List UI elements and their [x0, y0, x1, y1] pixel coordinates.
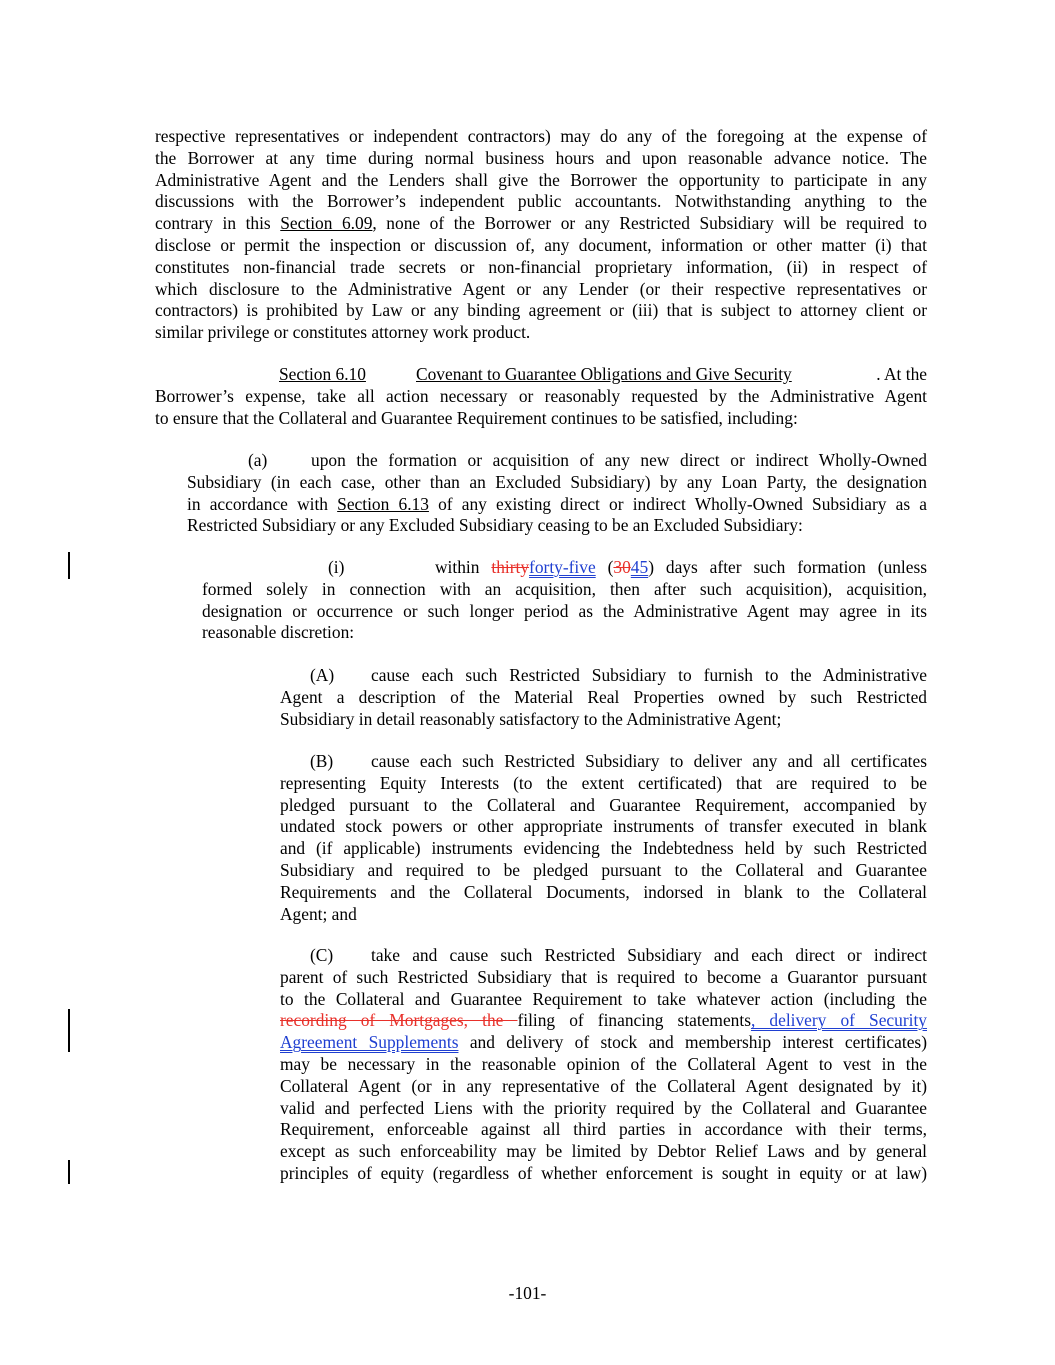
text-line: designation or occurrence or such longer period as the Administrative Agent may agree in its	[202, 600, 927, 621]
text-line: Subsidiary and required to be pledged pursuant to the Collateral and Guarantee	[280, 859, 927, 880]
clause-label: (i)	[328, 557, 345, 577]
text-line: formed solely in connection with an acquisition, then after such acquisition), acquisition,	[202, 578, 927, 599]
text-line	[280, 1032, 927, 1054]
text-line: Borrower’s expense, take all action necessary or reasonably requested by the Administrative Agent	[155, 385, 927, 406]
text-run: contrary in this	[155, 213, 281, 234]
text-line: representing Equity Interests (to the extent certificated) that are required to be	[280, 772, 927, 793]
text-run: upon the formation or acquisition of any new direct or indirect Wholly-Owned	[311, 450, 927, 470]
text-line: reasonable discretion:	[202, 622, 355, 643]
text-line: similar privilege or constitutes attorney work product.	[155, 322, 531, 343]
text-line: contractors) is prohibited by Law or any binding agreement or (iii) that is subject to attorney client or	[155, 300, 927, 321]
text-line: Collateral Agent (or in any representative of the Collateral Agent designated by it)	[280, 1075, 927, 1096]
text-run: (	[595, 557, 614, 577]
text-line	[280, 945, 927, 967]
section-heading-tail: . At the	[876, 364, 927, 384]
text-run: of any existing direct or indirect Wholly-Owned Subsidiary as a	[428, 493, 927, 514]
text-run: cause each such Restricted Subsidiary to deliver any and all certificates	[371, 751, 927, 771]
change-bar	[68, 1009, 70, 1052]
deleted-text: thirty	[491, 557, 530, 577]
text-run: , none of the Borrower or any Restricted Subsidiary will be required to	[372, 213, 927, 234]
clause-A	[280, 665, 927, 730]
text-line: Administrative Agent and the Lenders shall give the Borrower the opportunity to participate in any	[155, 169, 927, 190]
text-line	[280, 751, 927, 773]
change-bar	[68, 552, 70, 579]
inserted-text: forty-five	[529, 557, 596, 577]
clause-label: (a)	[248, 450, 268, 470]
text-run: take and cause such Restricted Subsidiary and each direct or indirect	[371, 945, 927, 965]
text-line: to ensure that the Collateral and Guarantee Requirement continues to be satisfied, including:	[155, 407, 798, 428]
text-line: may be necessary in the reasonable opinion of the Collateral Agent to vest in the	[280, 1053, 927, 1074]
deleted-text: 30	[613, 557, 631, 577]
text-line: discussions with the Borrower’s independent public accountants. Notwithstanding anything to the	[155, 191, 927, 212]
text-line: constitutes non-financial trade secrets or non-financial proprietary information, (ii) in respect of	[155, 256, 927, 277]
section-number: Section 6.10	[279, 364, 366, 384]
text-line: Agent a description of the Material Real Properties owned by such Restricted	[280, 686, 927, 707]
text-line: valid and perfected Liens with the priority required by the Collateral and Guarantee	[280, 1097, 927, 1118]
text-line: Subsidiary in detail reasonably satisfactory to the Administrative Agent;	[280, 708, 782, 729]
text-run: in accordance with	[187, 493, 338, 514]
clause-i	[202, 557, 927, 644]
text-line	[202, 557, 927, 579]
text-line	[280, 665, 927, 687]
section-reference: Section 6.13	[337, 493, 429, 514]
text-line: except as such enforceability may be limited by Debtor Relief Laws and by general	[280, 1141, 927, 1162]
text-line: which disclosure to the Administrative Agent or any Lender (or their respective representatives or	[155, 278, 927, 299]
text-line: Agent; and	[280, 903, 357, 924]
page-number: -101-	[508, 1283, 547, 1303]
section-heading-line	[155, 364, 927, 386]
text-run	[435, 557, 927, 579]
text-run: filing of financing statements	[517, 1010, 751, 1031]
section-title: Covenant to Guarantee Obligations and Give Security	[416, 364, 792, 384]
clause-C	[280, 945, 927, 1185]
text-line: parent of such Restricted Subsidiary that is required to become a Guarantor pursuant	[280, 966, 927, 987]
text-line: disclose or permit the inspection or discussion of, any document, information or other matter (i) that	[155, 234, 927, 255]
inserted-text: , delivery of Security	[750, 1010, 928, 1031]
text-line: pledged pursuant to the Collateral and Guarantee Requirement, accompanied by	[280, 794, 927, 815]
text-line: the Borrower at any time during normal business hours and upon reasonable advance notice. The	[155, 147, 927, 168]
clause-a	[187, 450, 927, 537]
clause-label: (A)	[310, 665, 335, 685]
text-line: Requirement, enforceable against all third parties in accordance with their terms,	[280, 1119, 927, 1140]
text-run: within	[435, 557, 492, 577]
change-bar	[68, 1160, 70, 1184]
text-run: and delivery of stock and membership interest certificates)	[458, 1032, 927, 1053]
text-line	[187, 450, 927, 472]
inserted-text: 45	[630, 557, 649, 577]
clause-B	[280, 751, 927, 925]
paragraph-inspection	[155, 126, 927, 344]
text-line: Requirements and the Collateral Documents, indorsed in blank to the Collateral	[280, 881, 927, 902]
text-line	[155, 213, 927, 235]
text-line	[280, 1010, 927, 1032]
text-line: and (if applicable) instruments evidencing the Indebtedness held by such Restricted	[280, 838, 927, 859]
text-run: cause each such Restricted Subsidiary to furnish to the Administrative	[371, 665, 927, 685]
text-line: Restricted Subsidiary or any Excluded Subsidiary ceasing to be an Excluded Subsidiary:	[187, 515, 803, 536]
section-6-10	[155, 364, 927, 429]
text-line: undated stock powers or other appropriate instruments of transfer executed in blank	[280, 816, 927, 837]
deleted-text: recording of Mortgages, the	[280, 1010, 518, 1031]
clause-label: (C)	[310, 945, 334, 965]
clause-label: (B)	[310, 751, 334, 771]
text-line: principles of equity (regardless of whether enforcement is sought in equity or at law)	[280, 1162, 927, 1183]
text-line: to the Collateral and Guarantee Requirement to take whatever action (including the	[280, 988, 927, 1009]
text-line: respective representatives or independent contractors) may do any of the foregoing at the expense of	[155, 126, 927, 146]
inserted-text: Agreement Supplements	[280, 1032, 459, 1053]
text-run: ) days after such formation (unless	[648, 557, 928, 577]
section-reference: Section 6.09	[280, 213, 373, 234]
text-line	[187, 494, 927, 516]
text-line: Subsidiary (in each case, other than an Excluded Subsidiary) by any Loan Party, the designation	[187, 471, 927, 492]
